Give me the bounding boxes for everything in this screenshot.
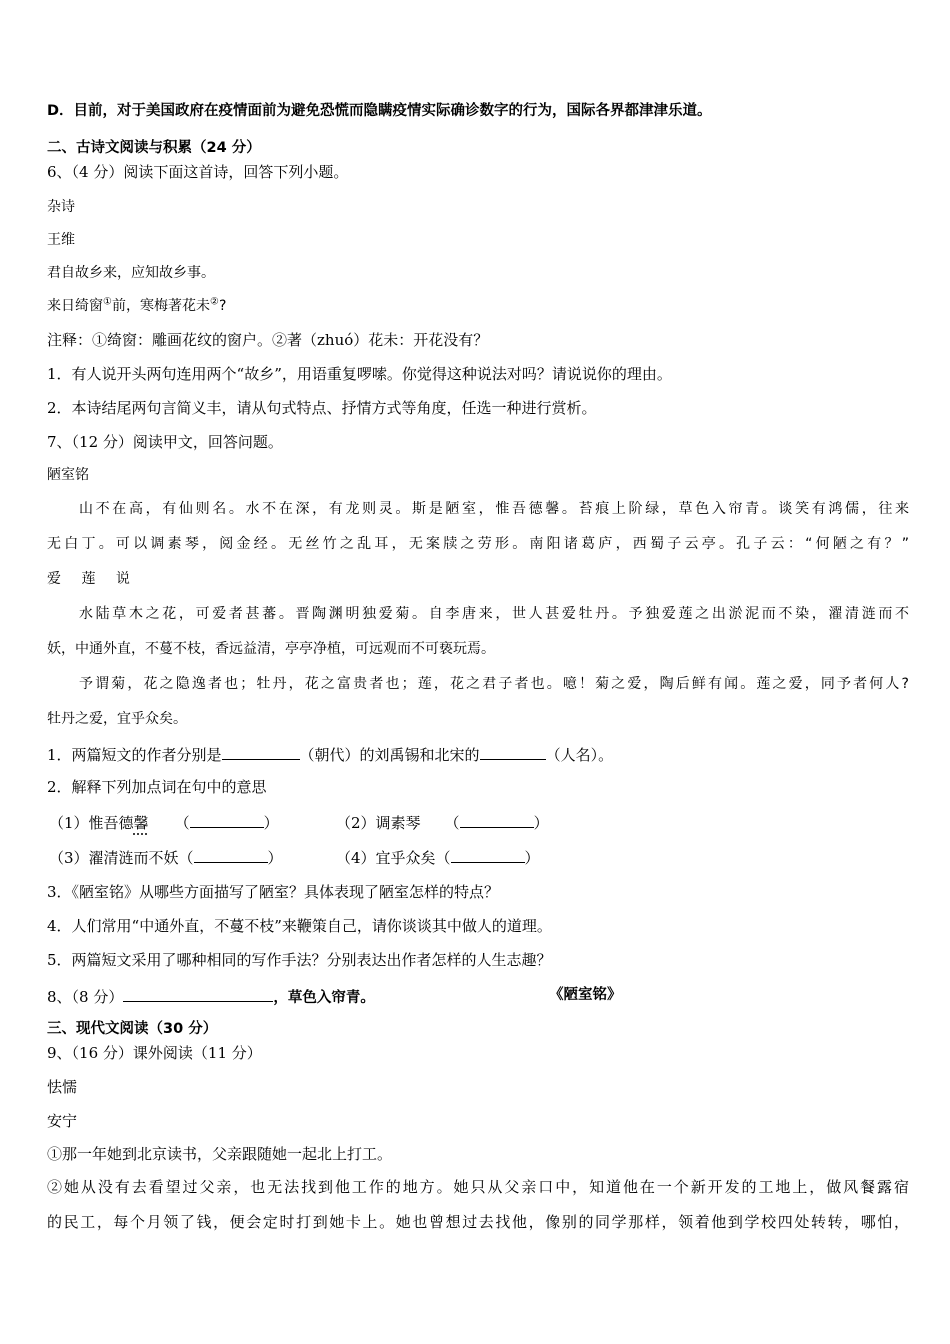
q8-source: 《陋室铭》: [549, 987, 622, 1003]
blank-item-4[interactable]: [451, 846, 525, 863]
article-para-2-line-1: ②她从没有去看望过父亲，也无法找到他工作的地方。她只从父亲口中，知道他在一个新开发的工地上，做风餐露宿: [47, 1178, 909, 1196]
q6-sub2: 2．本诗结尾两句言简义丰，请从句式特点、抒情方式等角度，任选一种进行赏析。: [47, 399, 597, 417]
text2-para-line-1: 水陆草木之花，可爱者甚蕃。晋陶渊明独爱菊。自李唐来，世人甚爱牡丹。予独爱莲之出淤泥而不染，濯清涟而不: [79, 606, 909, 622]
q7-sub4: 4．人们常用“中通外直，不蔓不枝”来鞭策自己，请你谈谈其中做人的道理。: [47, 917, 552, 935]
q7-sub5: 5．两篇短文采用了哪种相同的写作手法？分别表达出作者怎样的人生志趣？: [47, 951, 552, 969]
q7-sub3: 3．《陋室铭》从哪些方面描写了陋室？具体表现了陋室怎样的特点？: [47, 883, 500, 901]
article-para-1: ①那一年她到北京读书，父亲跟随她一起北上打工。: [47, 1145, 393, 1163]
text2-para-line-2: 妖，中通外直，不蔓不枝，香远益清，亭亭净植，可远观而不可亵玩焉。: [47, 641, 495, 657]
blank-q8[interactable]: [123, 985, 273, 1002]
text2-title: 爱 莲 说: [47, 571, 138, 587]
q7-item-2: （2）调素琴 （ ）: [336, 811, 636, 833]
blank-item-1[interactable]: [190, 811, 264, 828]
article-title: 怯懦: [47, 1078, 78, 1096]
blank-author-name[interactable]: [480, 743, 546, 760]
footnote-mark-2: ②: [209, 296, 219, 308]
q7-sub1: 1．两篇短文的作者分别是 （朝代）的刘禹锡和北宋的 （人名）。: [47, 743, 909, 765]
blank-item-2[interactable]: [460, 811, 534, 828]
q6-prompt: 6、（4 分）阅读下面这首诗，回答下列小题。: [47, 163, 349, 181]
section3-heading: 三、现代文阅读（30 分）: [47, 1021, 218, 1037]
text2-para-line-4: 牡丹之爱，宜乎众矣。: [47, 711, 187, 727]
option-d: D．目前，对于美国政府在疫情面前为避免恐慌而隐瞒疫情实际确诊数字的行为，国际各界都津津乐道。: [47, 103, 712, 119]
dotted-word-xin: 馨: [133, 814, 149, 832]
q9-prompt: 9、（16 分）课外阅读（11 分）: [47, 1044, 262, 1062]
q7-item-1: （1）惟吾德馨 （ ）: [49, 811, 911, 833]
poem-title: 杂诗: [47, 199, 75, 215]
q8-line: 8、（8 分） ，草色入帘青。 《陋室铭》: [47, 987, 622, 1006]
poem-line-1: 君自故乡来，应知故乡事。: [47, 265, 215, 281]
poem-line-2: 来日绮窗①前，寒梅著花未②?: [47, 296, 227, 314]
section2-heading: 二、古诗文阅读与积累（24 分）: [47, 140, 261, 156]
q7-item-4: （4）宜乎众矣（ ）: [336, 846, 636, 868]
q7-item-3: （3）濯清涟而不妖（ ）: [49, 846, 911, 868]
q6-sub1: 1．有人说开头两句连用两个“故乡”，用语重复啰嗦。你觉得这种说法对吗？请说说你的理由。: [47, 365, 672, 383]
poem-notes: 注释：①绮窗：雕画花纹的窗户。②著（zhuó）花未：开花没有？: [47, 331, 489, 349]
q7-sub2: 2．解释下列加点词在句中的意思: [47, 778, 267, 796]
blank-item-3[interactable]: [194, 846, 268, 863]
poem-author: 王维: [47, 232, 75, 248]
footnote-mark-1: ①: [103, 296, 112, 308]
article-para-2-line-2: 的民工，每个月领了钱，便会定时打到她卡上。她也曾想过去找他，像别的同学那样，领着他到学校四处转转，哪怕，: [47, 1213, 909, 1231]
text1-title: 陋室铭: [47, 467, 89, 483]
text2-para-line-3: 予谓菊，花之隐逸者也；牡丹，花之富贵者也；莲，花之君子者也。噫！菊之爱，陶后鲜有闻。莲之爱，同予者何人?: [79, 676, 909, 692]
text1-para-line-2: 无白丁。可以调素琴，阅金经。无丝竹之乱耳，无案牍之劳形。南阳诸葛庐，西蜀子云亭。孔子云：“何陋之有？”: [47, 536, 909, 552]
q7-prompt: 7、（12 分）阅读甲文，回答问题。: [47, 433, 283, 451]
article-author: 安宁: [47, 1112, 78, 1130]
text1-para-line-1: 山不在高，有仙则名。水不在深，有龙则灵。斯是陋室，惟吾德馨。苔痕上阶绿，草色入帘青。谈笑有鸿儒，往来: [79, 501, 909, 517]
blank-dynasty[interactable]: [222, 743, 300, 760]
